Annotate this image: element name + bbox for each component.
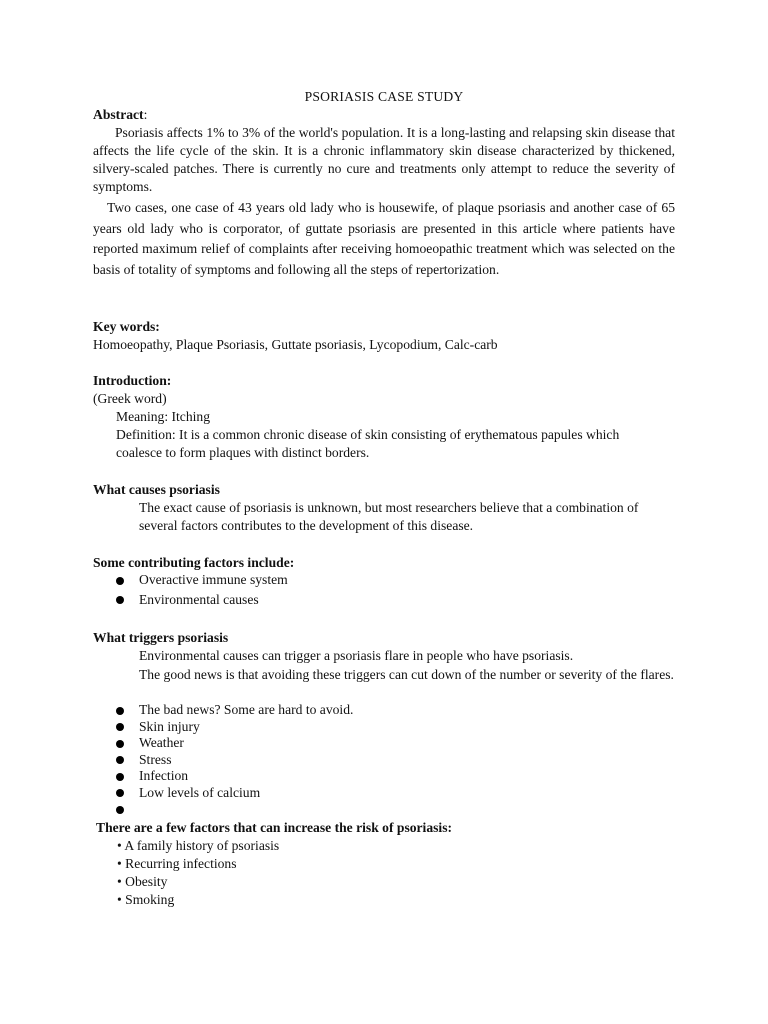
list-item [93, 735, 353, 752]
bullet-icon [116, 707, 124, 715]
list-item-text: Environmental causes [139, 591, 259, 607]
abstract-paragraph-1: Psoriasis affects 1% to 3% of the world's population. It is a long-lasting and relapsing skin disease that affects the life cycle of the skin. It is a chronic inflammatory skin disease characterized by thickened, silvery-scaled patches. There is currently no cure and treatments only attempt to reduce the severity of symptoms. [93, 125, 675, 194]
list-item-text: Weather [139, 735, 184, 751]
list-item [93, 592, 288, 609]
bullet-icon [116, 806, 124, 814]
risk-heading: There are a few factors that can increase the risk of psoriasis: [96, 820, 453, 835]
list-item [93, 768, 353, 785]
list-item [93, 802, 353, 819]
bullet-icon [116, 773, 124, 781]
list-item [93, 785, 353, 802]
abstract-heading [93, 106, 147, 124]
list-item-text: The bad news? Some are hard to avoid. [139, 702, 354, 717]
causes-text: The exact cause of psoriasis is unknown, but most researchers believe that a combination of several factors contributes to the development of this disease. [139, 500, 639, 533]
list-item [93, 752, 353, 769]
introduction-greek: (Greek word) [93, 391, 167, 406]
list-item-text: Infection [139, 768, 189, 784]
introduction-heading: Introduction: [93, 373, 172, 388]
bullet-icon [116, 596, 124, 604]
list-item-text: Stress [139, 751, 172, 767]
list-item-text: Skin injury [139, 718, 200, 734]
bullet-icon [116, 723, 124, 731]
introduction-meaning: Meaning: Itching [116, 409, 211, 424]
list-item: • Recurring infections [117, 856, 237, 871]
abstract-heading-colon: : [143, 107, 148, 122]
triggers-list [93, 702, 353, 818]
abstract-paragraph-2: Two cases, one case of 43 years old lady who is housewife, of plaque psoriasis and another case of 65 years old lady who is corporator, of guttate psoriasis are presented in this article where patients have reported maximum relief of complaints after receiving homoeopathic treatment which was selected on the basis of totality of symptoms and following all the steps of repertorization. [93, 200, 675, 278]
document-title: PSORIASIS CASE STUDY [304, 89, 464, 104]
list-item [93, 572, 288, 589]
keywords-heading: Key words: [93, 319, 160, 334]
page-content [93, 0, 675, 1024]
list-item: • Obesity [117, 874, 168, 889]
factors-heading: Some contributing factors include: [93, 555, 295, 570]
triggers-line-1: Environmental causes can trigger a psoriasis flare in people who have psoriasis. [139, 648, 574, 663]
list-item-text: Overactive immune system [139, 572, 288, 587]
list-item [93, 719, 353, 736]
factors-list [93, 572, 288, 608]
keywords-text: Homoeopathy, Plaque Psoriasis, Guttate psoriasis, Lycopodium, Calc-carb [93, 337, 498, 352]
list-item: • Smoking [117, 892, 175, 907]
list-item-text: Low levels of calcium [139, 784, 261, 800]
bullet-icon [116, 577, 124, 585]
list-item [93, 702, 353, 719]
bullet-icon [116, 740, 124, 748]
triggers-line-2: The good news is that avoiding these triggers can cut down of the number or severity of the flares. [139, 667, 674, 682]
causes-heading: What causes psoriasis [93, 482, 220, 497]
abstract-heading-text: Abstract [93, 107, 144, 122]
risk-list [117, 837, 279, 909]
introduction-definition: Definition: It is a common chronic disease of skin consisting of erythematous papules which coalesce to form plaques with distinct borders. [116, 427, 620, 460]
bullet-icon [116, 756, 124, 764]
triggers-heading: What triggers psoriasis [93, 630, 229, 645]
list-item: • A family history of psoriasis [117, 838, 280, 853]
bullet-icon [116, 789, 124, 797]
